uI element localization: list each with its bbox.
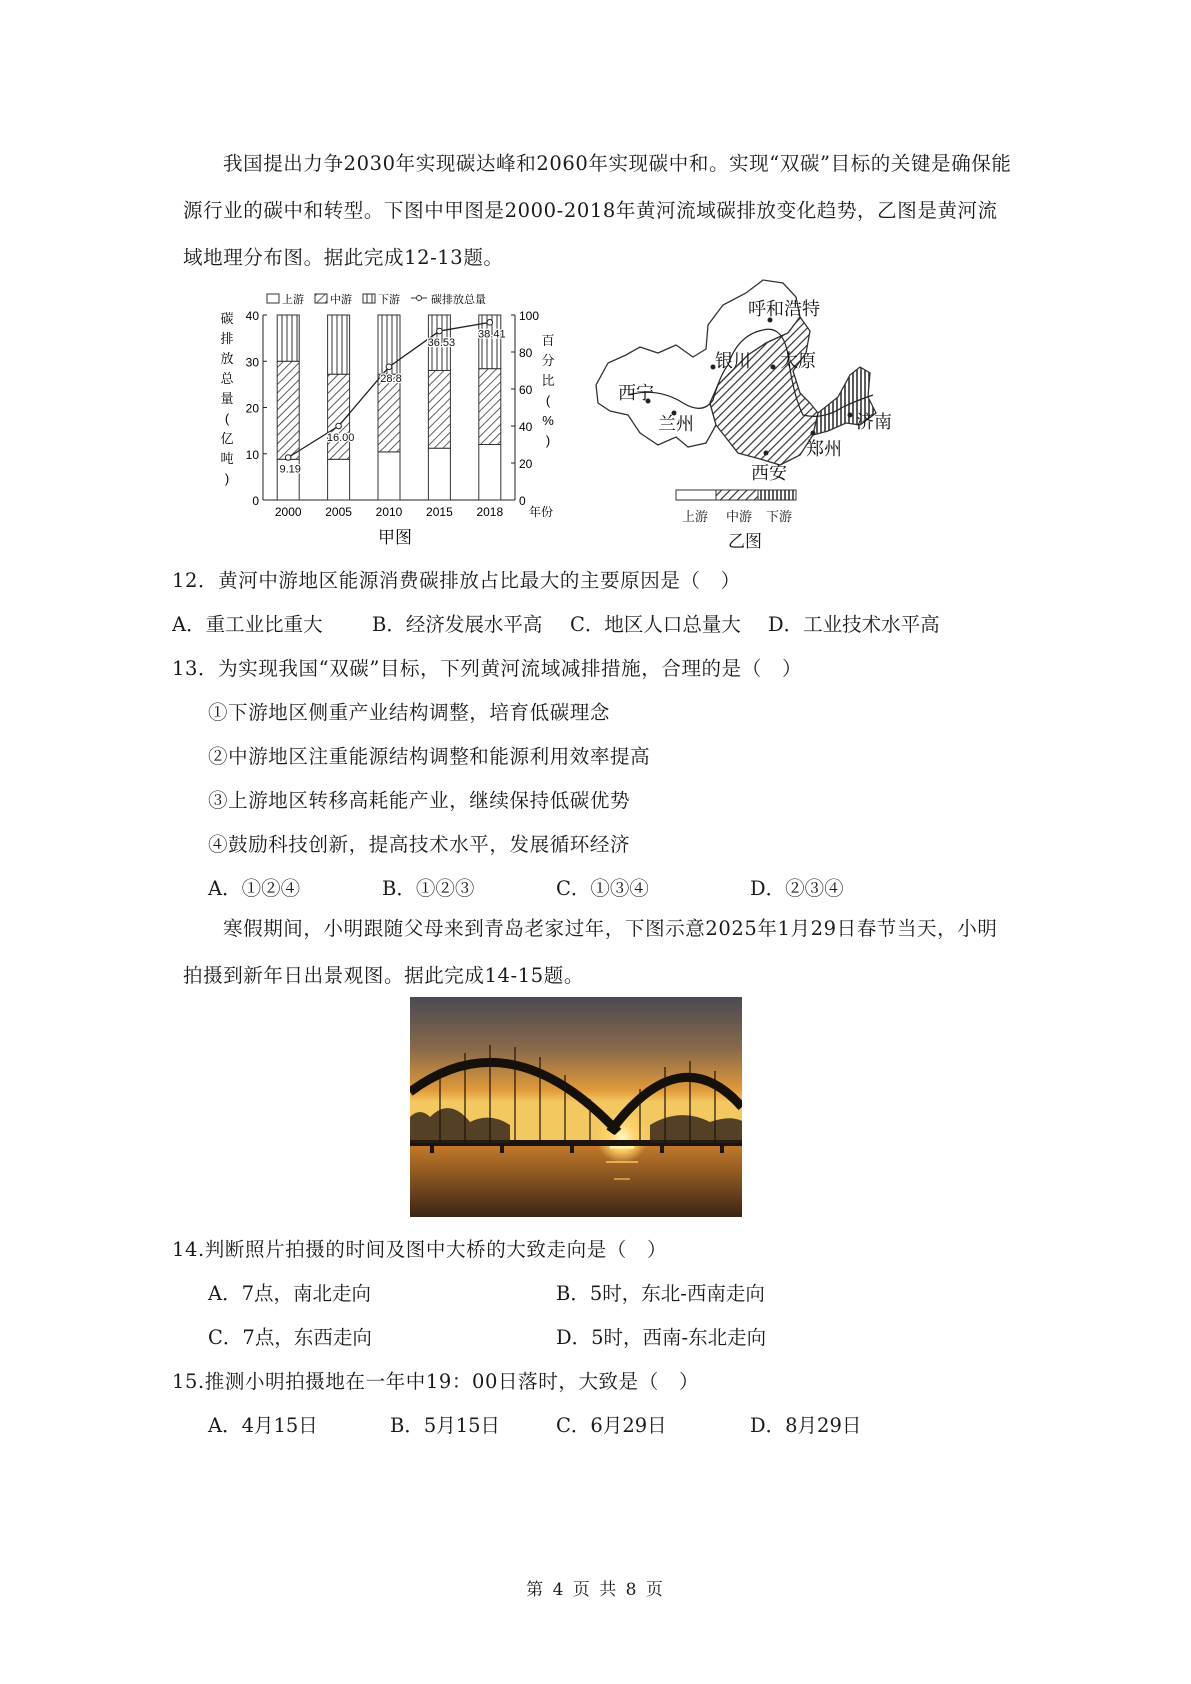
x-tick-label: 2000 bbox=[274, 505, 302, 519]
right-tick-label: 60 bbox=[519, 383, 533, 397]
q12-option-b[interactable]: B．经济发展水平高 bbox=[372, 613, 543, 636]
legend-label: 下游 bbox=[378, 294, 400, 306]
city-label: 西宁 bbox=[618, 383, 654, 403]
x-tick-label: 2005 bbox=[325, 505, 352, 519]
left-axis-title: 吨 bbox=[220, 451, 234, 466]
legend-label: 中游 bbox=[330, 294, 352, 306]
bar-segment bbox=[328, 315, 350, 374]
left-tick-label: 0 bbox=[252, 494, 259, 508]
q14-option-d[interactable]: D．5时，西南-东北走向 bbox=[556, 1326, 767, 1349]
q12-option-a[interactable]: A．重工业比重大 bbox=[172, 613, 323, 636]
legend-label: 上游 bbox=[282, 294, 304, 306]
legend-marker bbox=[417, 296, 422, 301]
q14-option-b[interactable]: B．5时，东北-西南走向 bbox=[556, 1282, 765, 1305]
q12-option-d[interactable]: D．工业技术水平高 bbox=[768, 613, 940, 636]
data-label: 36.53 bbox=[427, 337, 456, 350]
city-label: 呼和浩特 bbox=[748, 299, 820, 319]
left-tick-label: 30 bbox=[245, 355, 259, 370]
q14-option-a[interactable]: A．7点，南北走向 bbox=[208, 1282, 371, 1305]
question-12-stem: 12．黄河中游地区能源消费碳排放占比最大的主要原因是（ ） bbox=[172, 569, 741, 592]
legend-swatch bbox=[315, 294, 327, 303]
q13-statement-3: ③上游地区转移高耗能产业，继续保持低碳优势 bbox=[208, 789, 631, 812]
right-tick-label: 80 bbox=[519, 346, 533, 360]
q13-statement-2: ②中游地区注重能源结构调整和能源利用效率提高 bbox=[208, 745, 651, 768]
q13-option-d[interactable]: D．②③④ bbox=[750, 877, 844, 900]
data-label: 28.8 bbox=[380, 372, 402, 385]
left-axis-title: 总 bbox=[220, 371, 234, 386]
bar-segment bbox=[428, 371, 450, 449]
left-axis-title: ( bbox=[224, 411, 230, 426]
yellow-river-basin-map bbox=[588, 275, 928, 550]
q15-option-d[interactable]: D．8月29日 bbox=[750, 1414, 862, 1437]
question-13-stem: 13．为实现我国“双碳”目标，下列黄河流域减排措施，合理的是（ ） bbox=[172, 657, 803, 680]
x-tick-label: 2015 bbox=[426, 505, 453, 519]
bar-segment bbox=[378, 452, 400, 500]
bar-segment bbox=[277, 315, 299, 361]
right-axis-title: % bbox=[542, 413, 554, 428]
city-label: 兰州 bbox=[658, 414, 694, 434]
left-axis-title: 碳 bbox=[220, 311, 234, 326]
map-legend-midstream: 中游 bbox=[726, 509, 753, 524]
line-point bbox=[285, 455, 291, 461]
q13-statement-1: ①下游地区侧重产业结构调整，培育低碳理念 bbox=[208, 701, 611, 724]
right-tick-label: 40 bbox=[519, 420, 533, 434]
q13-option-c[interactable]: C．①③④ bbox=[556, 877, 649, 900]
sunrise-bridge-photo bbox=[410, 997, 742, 1217]
x-tick-label: 2018 bbox=[476, 505, 504, 519]
left-axis-title: 排 bbox=[220, 331, 234, 346]
data-label: 16.00 bbox=[326, 432, 355, 444]
q13-option-a[interactable]: A．①②④ bbox=[208, 877, 301, 900]
carbon-emission-chart bbox=[215, 285, 575, 550]
bar-segment bbox=[328, 459, 350, 500]
right-axis-title: 百 bbox=[541, 333, 555, 348]
city-label: 郑州 bbox=[806, 439, 842, 459]
right-tick-label: 100 bbox=[519, 309, 540, 323]
line-point bbox=[487, 320, 493, 326]
city-label: 银川 bbox=[715, 351, 751, 371]
q15-option-c[interactable]: C．6月29日 bbox=[556, 1414, 667, 1437]
chart-title: 甲图 bbox=[378, 528, 412, 547]
intro-paragraph-1: 我国提出力争2030年实现碳达峰和2060年实现碳中和。实现“双碳”目标的关键是确保能源行业的碳中和转型。下图中甲图是2000-2018年黄河流域碳排放变化趋势，乙图是黄河流域地理分布图。据此完成12-13题。 bbox=[183, 152, 1012, 269]
left-axis-title: ) bbox=[224, 471, 230, 486]
legend-label: 碳排放总量 bbox=[431, 294, 486, 306]
q14-option-c[interactable]: C．7点，东西走向 bbox=[208, 1326, 372, 1349]
right-tick-label: 20 bbox=[519, 457, 533, 471]
q13-option-b[interactable]: B．①②③ bbox=[382, 877, 475, 900]
q12-option-c[interactable]: C．地区人口总量大 bbox=[570, 613, 741, 636]
x-tick-label: 2010 bbox=[375, 505, 403, 519]
left-axis-title: 量 bbox=[220, 391, 234, 406]
q15-option-b[interactable]: B．5月15日 bbox=[390, 1414, 501, 1437]
map-title: 乙图 bbox=[728, 532, 762, 550]
left-tick-label: 40 bbox=[245, 309, 259, 323]
bar-segment bbox=[479, 369, 501, 445]
intro-paragraph-2: 寒假期间，小明跟随父母来到青岛老家过年，下图示意2025年1月29日春节当天，小明拍摄到新年日出景观图。据此完成14-15题。 bbox=[183, 917, 998, 987]
q15-option-a[interactable]: A．4月15日 bbox=[208, 1414, 318, 1437]
left-axis-title: 亿 bbox=[220, 431, 234, 446]
right-axis-title: 比 bbox=[541, 373, 555, 388]
left-tick-label: 10 bbox=[245, 447, 259, 462]
legend-swatch bbox=[267, 294, 279, 303]
data-label: 38.41 bbox=[478, 328, 506, 341]
legend-swatch bbox=[363, 294, 375, 303]
right-tick-label: 0 bbox=[519, 494, 526, 508]
map-legend-downstream: 下游 bbox=[766, 509, 793, 524]
right-axis-title: 分 bbox=[541, 353, 555, 368]
left-tick-label: 20 bbox=[245, 401, 259, 416]
left-axis-title: 放 bbox=[220, 351, 234, 366]
map-legend-upstream: 上游 bbox=[682, 509, 709, 524]
page-footer: 第 4 页 共 8 页 bbox=[526, 1580, 665, 1600]
line-point bbox=[386, 364, 392, 370]
bar-segment bbox=[428, 448, 450, 500]
bar-segment bbox=[378, 374, 400, 452]
city-label: 西安 bbox=[751, 463, 787, 483]
q13-statement-4: ④鼓励科技创新，提高技术水平，发展循环经济 bbox=[208, 833, 631, 856]
data-label: 9.19 bbox=[279, 463, 301, 476]
right-axis-title: ( bbox=[545, 393, 551, 408]
question-15-stem: 15.推测小明拍摄地在一年中19：00日落时，大致是（ ） bbox=[172, 1370, 700, 1393]
city-label: 济南 bbox=[856, 412, 892, 432]
city-label: 太原 bbox=[780, 351, 816, 371]
question-14-stem: 14.判断照片拍摄的时间及图中大桥的大致走向是（ ） bbox=[172, 1238, 668, 1261]
line-point bbox=[437, 328, 443, 334]
right-axis-title: ) bbox=[545, 433, 551, 448]
line-point bbox=[336, 423, 342, 429]
bar-segment bbox=[479, 445, 501, 501]
bar-segment bbox=[277, 361, 299, 459]
x-axis-unit: 年份 bbox=[529, 505, 554, 519]
